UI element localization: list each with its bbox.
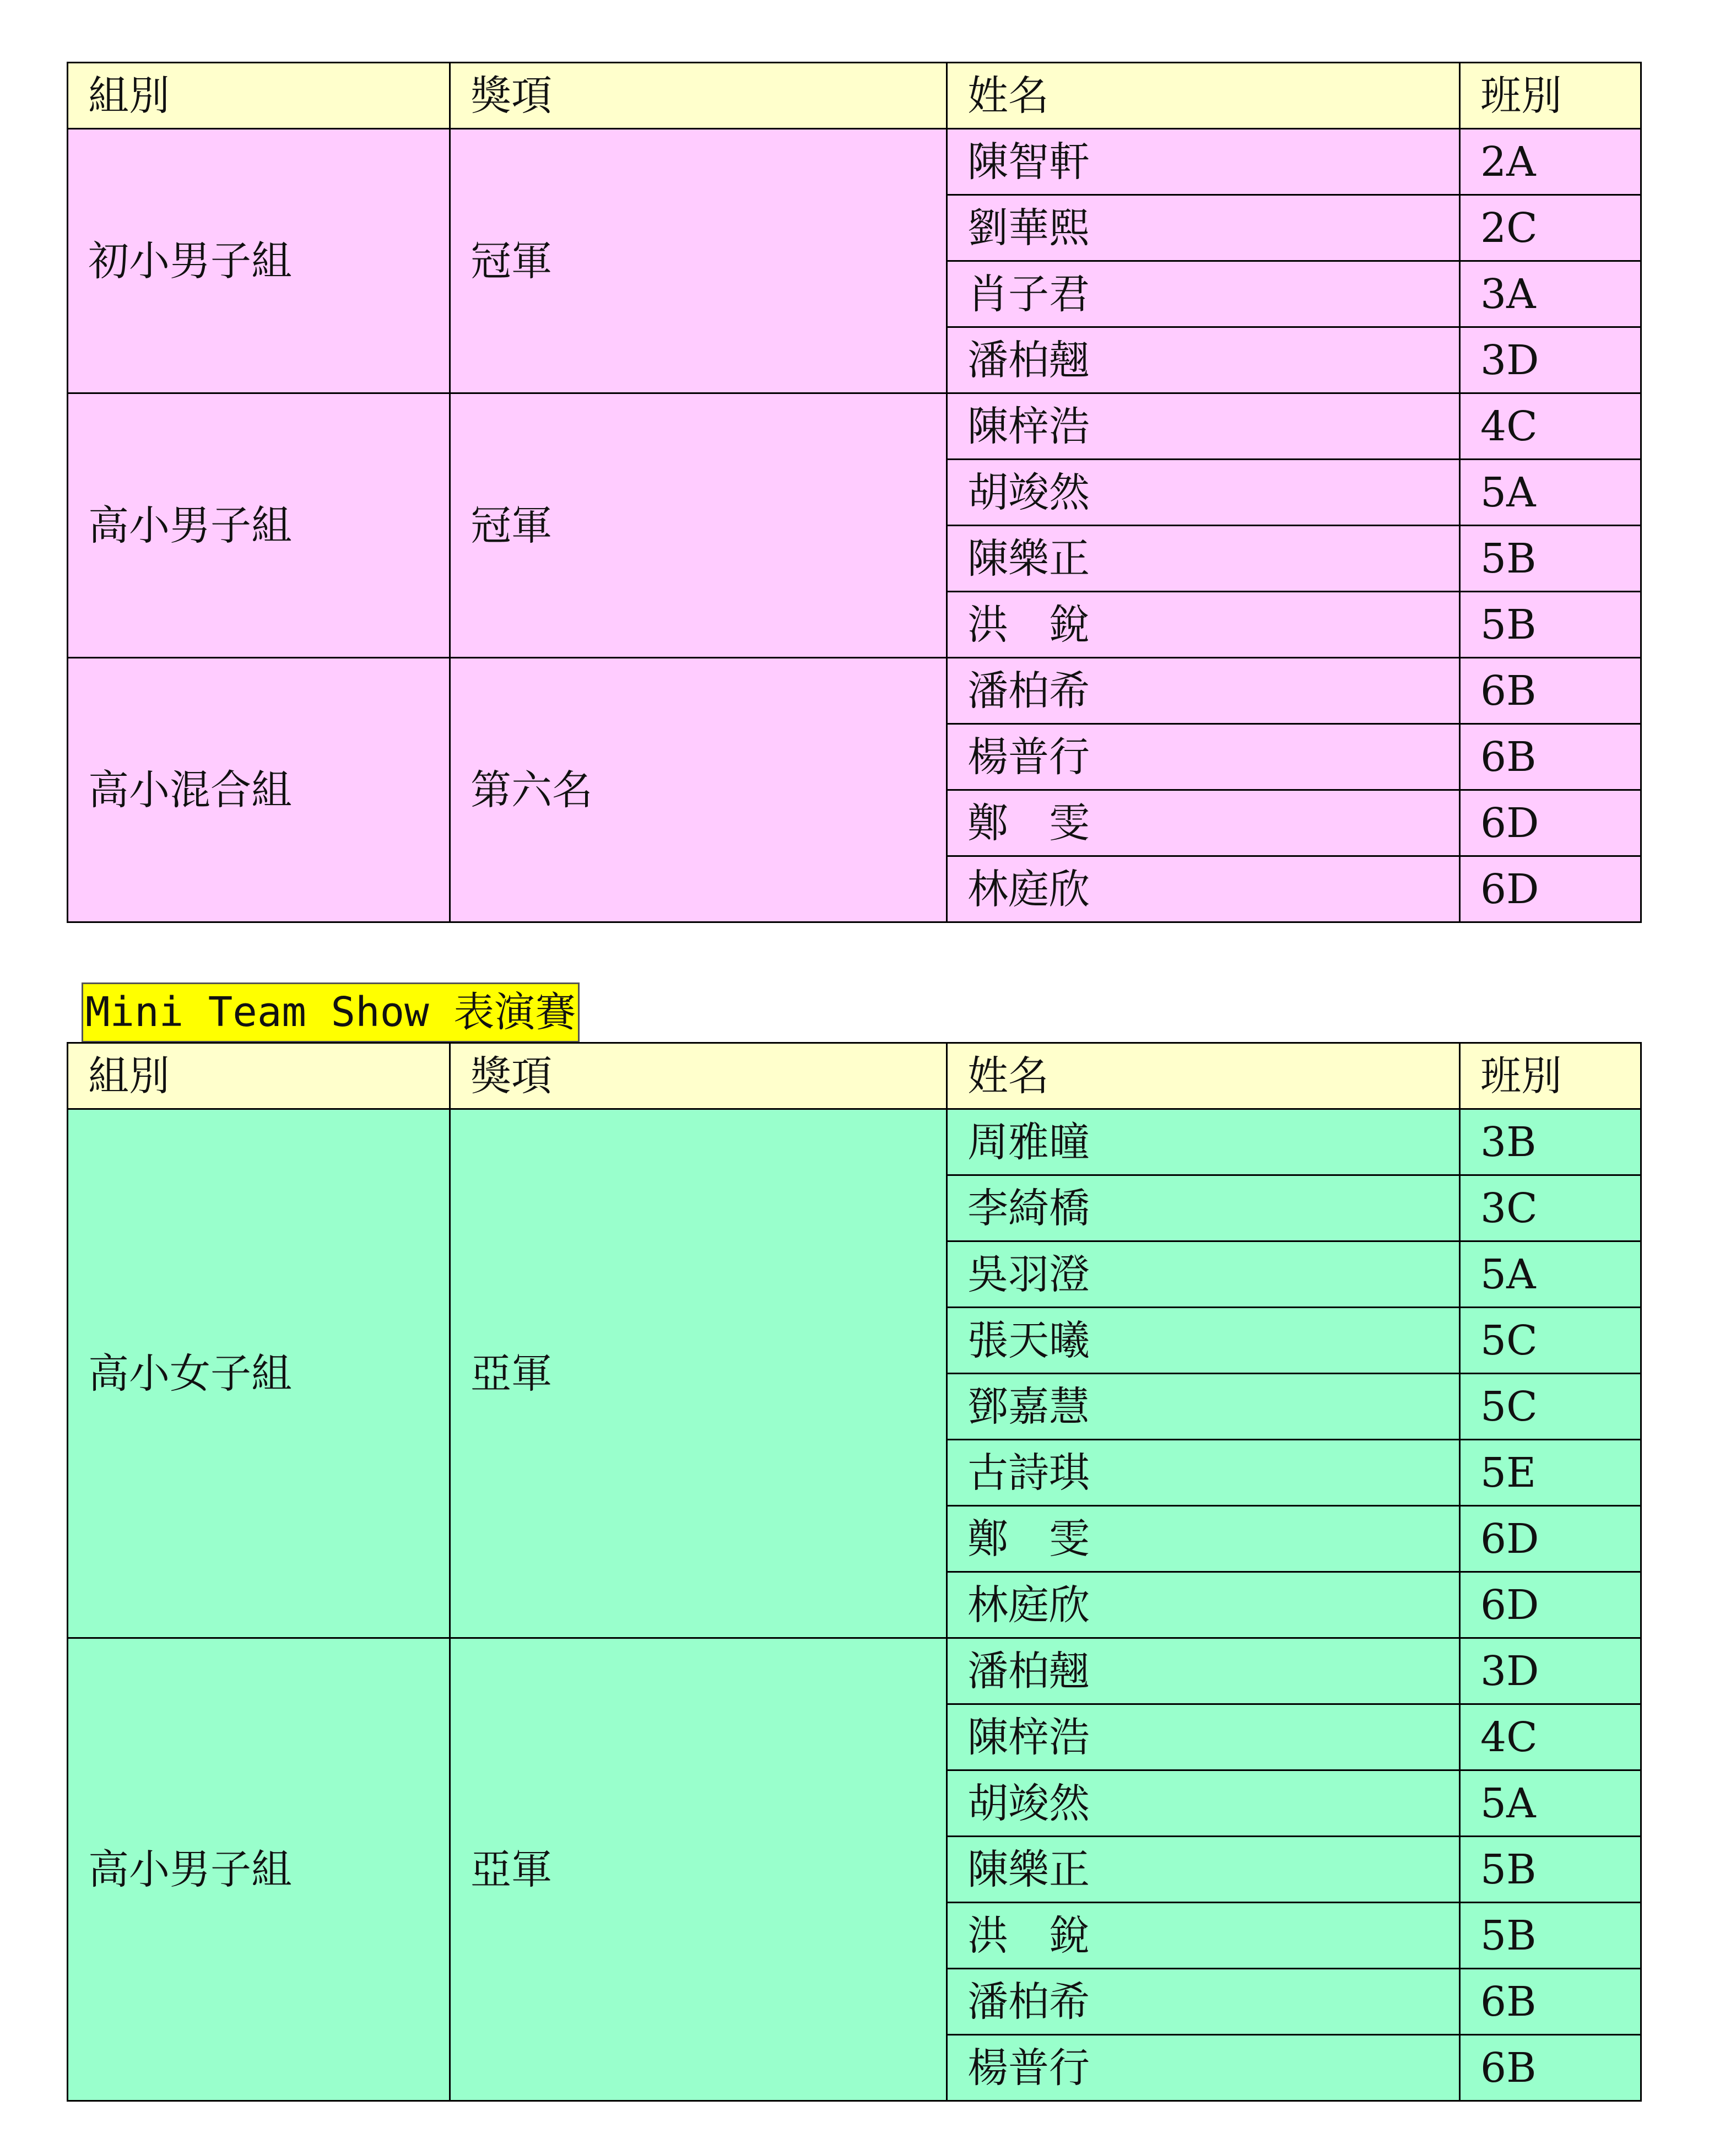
name-cell: 鄭 雯 — [947, 790, 1460, 856]
name-cell: 潘柏希 — [947, 1969, 1460, 2035]
header-class: 班別 — [1460, 63, 1641, 129]
name-cell: 林庭欣 — [947, 1572, 1460, 1638]
name-cell: 肖子君 — [947, 261, 1460, 327]
table-header-row — [68, 1043, 1641, 1109]
class-cell: 6D — [1460, 790, 1641, 856]
class-cell: 5A — [1460, 460, 1641, 526]
name-cell: 陳梓浩 — [947, 1704, 1460, 1770]
class-cell: 5C — [1460, 1374, 1641, 1440]
class-cell: 5A — [1460, 1770, 1641, 1837]
table-row — [68, 658, 1641, 724]
award-table-1 — [67, 62, 1642, 923]
name-cell: 楊普行 — [947, 724, 1460, 790]
header-group: 組別 — [68, 1043, 450, 1109]
header-award: 獎項 — [450, 63, 947, 129]
class-cell: 3C — [1460, 1175, 1641, 1241]
class-cell: 2C — [1460, 195, 1641, 261]
class-cell: 3D — [1460, 327, 1641, 393]
table-header-row — [68, 63, 1641, 129]
name-cell: 陳樂正 — [947, 526, 1460, 592]
name-cell: 古詩琪 — [947, 1440, 1460, 1506]
class-cell: 5B — [1460, 526, 1641, 592]
class-cell: 5E — [1460, 1440, 1641, 1506]
name-cell: 鄧嘉慧 — [947, 1374, 1460, 1440]
header-group: 組別 — [68, 63, 450, 129]
name-cell: 劉華熙 — [947, 195, 1460, 261]
name-cell: 楊普行 — [947, 2035, 1460, 2101]
class-cell: 2A — [1460, 129, 1641, 195]
section-label: Mini Team Show 表演賽 — [82, 982, 580, 1043]
class-cell: 4C — [1460, 1704, 1641, 1770]
table-row — [68, 1638, 1641, 1704]
name-cell: 潘柏翹 — [947, 327, 1460, 393]
award-table-1-body — [68, 63, 1641, 922]
award-cell: 第六名 — [450, 658, 947, 922]
name-cell: 張天曦 — [947, 1308, 1460, 1374]
class-cell: 5B — [1460, 1837, 1641, 1903]
name-cell: 潘柏希 — [947, 658, 1460, 724]
name-cell: 陳梓浩 — [947, 393, 1460, 460]
name-cell: 胡竣然 — [947, 460, 1460, 526]
group-cell: 初小男子組 — [68, 129, 450, 393]
class-cell: 3B — [1460, 1109, 1641, 1175]
class-cell: 4C — [1460, 393, 1641, 460]
class-cell: 6B — [1460, 658, 1641, 724]
table-row — [68, 129, 1641, 195]
award-cell: 亞軍 — [450, 1109, 947, 1638]
name-cell: 胡竣然 — [947, 1770, 1460, 1837]
award-cell: 冠軍 — [450, 129, 947, 393]
group-cell: 高小男子組 — [68, 393, 450, 658]
award-table-2-body — [68, 1043, 1641, 2101]
class-cell: 3D — [1460, 1638, 1641, 1704]
award-cell: 冠軍 — [450, 393, 947, 658]
name-cell: 吳羽澄 — [947, 1241, 1460, 1308]
group-cell: 高小混合組 — [68, 658, 450, 922]
name-cell: 林庭欣 — [947, 856, 1460, 922]
class-cell: 6D — [1460, 1572, 1641, 1638]
name-cell: 鄭 雯 — [947, 1506, 1460, 1572]
class-cell: 6D — [1460, 856, 1641, 922]
name-cell: 周雅曈 — [947, 1109, 1460, 1175]
header-name: 姓名 — [947, 63, 1460, 129]
name-cell: 李綺橋 — [947, 1175, 1460, 1241]
class-cell: 5B — [1460, 1903, 1641, 1969]
name-cell: 潘柏翹 — [947, 1638, 1460, 1704]
class-cell: 5C — [1460, 1308, 1641, 1374]
award-table-2 — [67, 1042, 1642, 2102]
class-cell: 6B — [1460, 724, 1641, 790]
header-class: 班別 — [1460, 1043, 1641, 1109]
class-cell: 6B — [1460, 1969, 1641, 2035]
class-cell: 5B — [1460, 592, 1641, 658]
class-cell: 6D — [1460, 1506, 1641, 1572]
group-cell: 高小女子組 — [68, 1109, 450, 1638]
name-cell: 洪 銳 — [947, 1903, 1460, 1969]
group-cell: 高小男子組 — [68, 1638, 450, 2101]
header-award: 獎項 — [450, 1043, 947, 1109]
table-row — [68, 393, 1641, 460]
table-row — [68, 1109, 1641, 1175]
class-cell: 6B — [1460, 2035, 1641, 2101]
name-cell: 陳樂正 — [947, 1837, 1460, 1903]
award-cell: 亞軍 — [450, 1638, 947, 2101]
header-name: 姓名 — [947, 1043, 1460, 1109]
class-cell: 5A — [1460, 1241, 1641, 1308]
name-cell: 洪 銳 — [947, 592, 1460, 658]
class-cell: 3A — [1460, 261, 1641, 327]
name-cell: 陳智軒 — [947, 129, 1460, 195]
